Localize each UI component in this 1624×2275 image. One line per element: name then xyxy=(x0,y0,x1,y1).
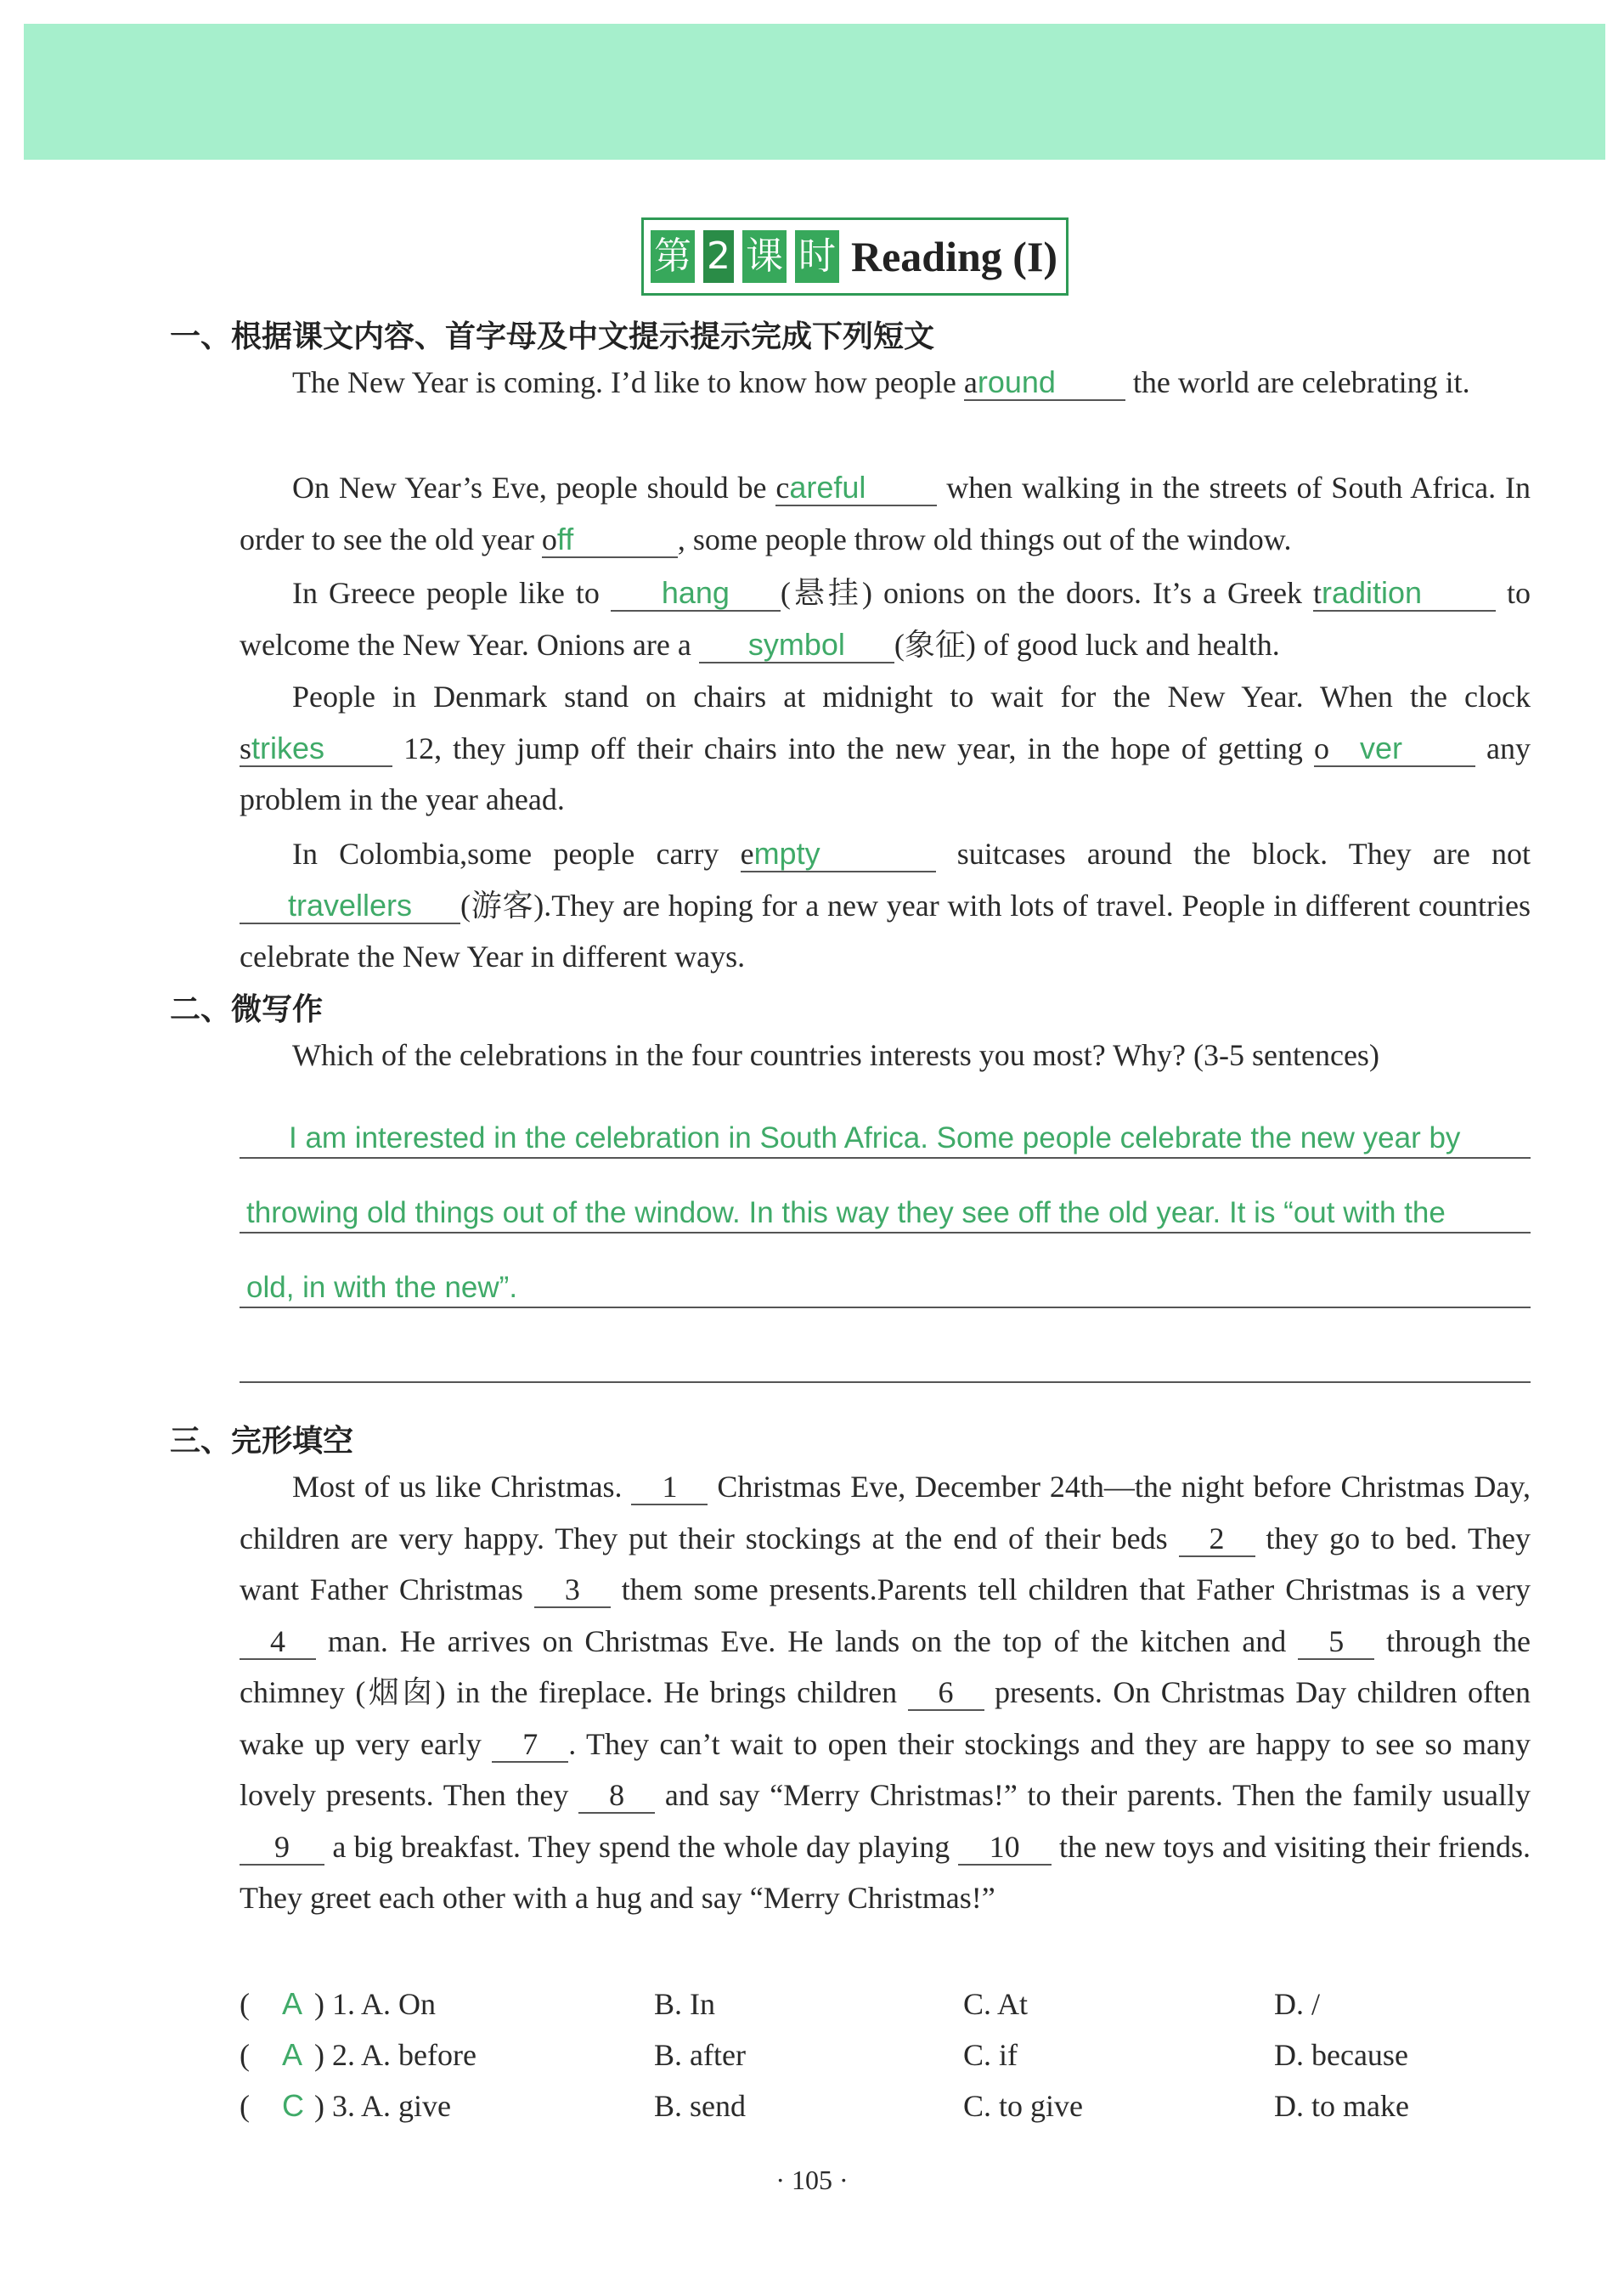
option-1-b[interactable]: B. In xyxy=(654,1987,715,2021)
header-band xyxy=(24,24,1605,160)
option-1-c[interactable]: C. At xyxy=(963,1987,1029,2021)
title-lesson-number: 2 xyxy=(702,229,736,285)
cloze-blank-10[interactable]: 10 xyxy=(958,1830,1052,1866)
page-number: · 105 · xyxy=(775,2165,849,2195)
cloze-blank-1[interactable]: 1 xyxy=(631,1470,708,1505)
blank-2[interactable]: careful xyxy=(775,471,937,506)
option-3-c[interactable]: C. to give xyxy=(963,2089,1083,2123)
answer-3[interactable]: C xyxy=(282,2088,304,2123)
option-row-1: ( A ) 1. A. On B. In C. At D. / xyxy=(240,1986,1320,2021)
writing-line-1[interactable]: I am interested in the celebration in South Africa. Some people celebrate the new year by xyxy=(240,1106,1531,1159)
cloze-blank-2[interactable]: 2 xyxy=(1179,1521,1255,1557)
blank-3[interactable]: off xyxy=(542,522,678,558)
blank-7[interactable]: strikes xyxy=(240,731,392,767)
part1-paragraph-2: On New Year’s Eve, people should be careful when walking in the streets of South Africa. In order to see the old year off , some people throw old things out of the window. xyxy=(240,470,1531,556)
option-3-d[interactable]: D. to make xyxy=(1274,2089,1409,2123)
part1-paragraph-1: The New Year is coming. I’d like to know how people around the world are celebrating it. xyxy=(292,364,1470,399)
title-char-ke: 课 xyxy=(741,229,788,285)
section-three-heading: 三、完形填空 xyxy=(170,1424,354,1459)
part1-paragraph-3: In Greece people like to hang (悬挂) onions on the doors. It’s a Greek tradition to welcome the New Year. Onions are a symbol (象征) of good luck and health. xyxy=(240,575,1531,662)
option-2-c[interactable]: C. if xyxy=(963,2038,1018,2072)
cloze-blank-9[interactable]: 9 xyxy=(240,1830,324,1866)
blank-8[interactable]: o ver xyxy=(1314,731,1475,767)
answer-1[interactable]: A xyxy=(282,1986,303,2021)
blank-9[interactable]: empty xyxy=(741,837,936,872)
cloze-blank-5[interactable]: 5 xyxy=(1298,1624,1374,1660)
option-2-b[interactable]: B. after xyxy=(654,2038,746,2072)
writing-question: Which of the celebrations in the four countries interests you most? Why? (3-5 sentences) xyxy=(292,1038,1379,1072)
blank-5[interactable]: tradition xyxy=(1313,576,1496,612)
cloze-blank-3[interactable]: 3 xyxy=(534,1572,611,1608)
writing-line-2[interactable]: throwing old things out of the window. In this way they see off the old year. It is “out with the xyxy=(240,1181,1531,1233)
cloze-blank-8[interactable]: 8 xyxy=(578,1778,655,1814)
cloze-passage: Most of us like Christmas. 1 Christmas Eve, December 24th—the night before Christmas Day, children are very happy. They put their stockings at the end of their beds 2 they go to bed. They want Father Christmas 3 them some presents.Parents tell children that Father Christmas is a very 4 man. He arrives on Christmas Eve. He lands on the top of the kitchen and 5 through the chimney (烟囱) in the fireplace. He brings children 6 presents. On Christmas Day children often wake up very early 7 . They can’t wait to open their stockings and they are happy to see so many lovely presents. Then they 8 and say “Merry Christmas!” to their parents. Then the family usually 9 a big breakfast. They spend the whole day playing 10 the new toys and visiting their friends. They greet each other with a hug and say “Merry Christmas!” xyxy=(240,1470,1531,1915)
title-char-shi: 时 xyxy=(793,229,841,285)
cloze-blank-7[interactable]: 7 xyxy=(492,1727,568,1763)
blank-6[interactable]: symbol xyxy=(699,628,894,663)
title-text: Reading (I) xyxy=(851,233,1058,280)
option-row-2: ( A ) 2. A. before B. after C. if D. because xyxy=(240,2037,1408,2072)
option-2-d[interactable]: D. because xyxy=(1274,2038,1408,2072)
cloze-blank-6[interactable]: 6 xyxy=(908,1675,984,1711)
blank-1[interactable]: around xyxy=(964,365,1125,401)
title-char-di: 第 xyxy=(649,229,696,285)
cloze-blank-4[interactable]: 4 xyxy=(240,1624,316,1660)
writing-line-4[interactable] xyxy=(240,1330,1531,1383)
blank-10[interactable]: travellers xyxy=(240,889,460,924)
lesson-title xyxy=(641,217,1069,296)
option-1-d[interactable]: D. / xyxy=(1274,1987,1320,2021)
answer-2[interactable]: A xyxy=(282,2037,303,2072)
section-one-heading: 一、根据课文内容、首字母及中文提示提示完成下列短文 xyxy=(170,319,935,354)
option-3-b[interactable]: B. send xyxy=(654,2089,746,2123)
part1-paragraph-5: In Colombia,some people carry empty suitcases around the block. They are not travellers (游客).They are hoping for a new year with lots of travel. People in different countries celebrate the New Year in different ways. xyxy=(240,836,1531,974)
blank-4[interactable]: hang xyxy=(611,576,781,612)
writing-line-3[interactable]: old, in with the new”. xyxy=(240,1256,1531,1308)
section-two-heading: 二、微写作 xyxy=(170,992,324,1027)
option-row-3: ( C ) 3. A. give B. send C. to give D. to make xyxy=(240,2088,1409,2123)
part1-paragraph-4: People in Denmark stand on chairs at midnight to wait for the New Year. When the clock strikes 12, they jump off their chairs into the new year, in the hope of getting o ver any problem in the year ahead. xyxy=(240,680,1531,816)
